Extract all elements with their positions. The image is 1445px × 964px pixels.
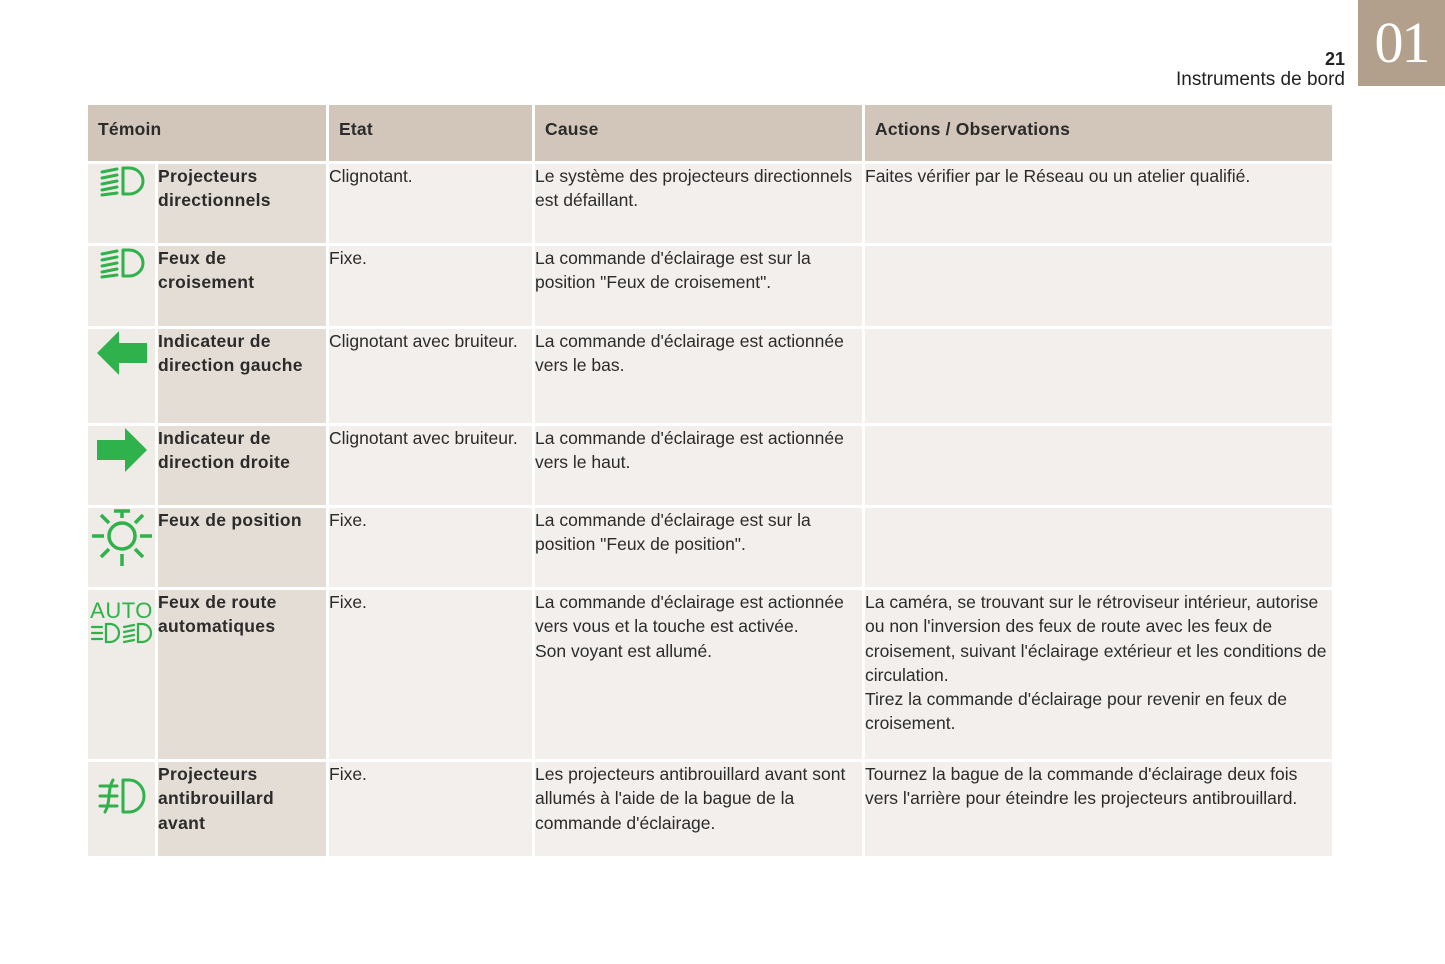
indicator-state: Clignotant avec bruiteur. [328, 425, 534, 507]
indicator-name: Projecteurs directionnels [157, 163, 328, 245]
indicator-action: Faites vérifier par le Réseau ou un atelier qualifié. [864, 163, 1334, 245]
indicator-state: Fixe. [328, 761, 534, 858]
indicator-state: Fixe. [328, 589, 534, 761]
indicator-action [864, 245, 1334, 328]
section-title: Instruments de bord [1176, 69, 1345, 90]
table-row [87, 425, 1334, 507]
indicator-action: Tournez la bague de la commande d'éclairage deux fois vers l'arrière pour éteindre les projecteurs antibrouillard. [864, 761, 1334, 858]
indicator-state: Clignotant. [328, 163, 534, 245]
indicator-action [864, 425, 1334, 507]
auto-high-beam-icon [88, 600, 155, 650]
indicator-cause: La commande d'éclairage est actionnée vers le bas. [534, 328, 864, 425]
table-header-row [87, 104, 1334, 163]
indicator-action [864, 507, 1334, 589]
page-number: 21 [1324, 49, 1345, 69]
indicator-cause: La commande d'éclairage est actionnée vers vous et la touche est activée. Son voyant est allumé. [534, 589, 864, 761]
table-row [87, 507, 1334, 589]
indicator-name: Indicateur de direction droite [157, 425, 328, 507]
high-and-dipped-beam-icon [90, 622, 154, 644]
indicator-cause: La commande d'éclairage est actionnée vers le haut. [534, 425, 864, 507]
indicator-action: La caméra, se trouvant sur le rétroviseur intérieur, autorise ou non l'inversion des feux de route avec les feux de croisement, suivant l'éclairage extérieur et les conditions de circulation. Tirez la commande d'éclairage pour revenir en feux de croisement. [864, 589, 1334, 761]
indicator-action [864, 328, 1334, 425]
front-fog-lamp-icon [97, 776, 147, 816]
table-row [87, 245, 1334, 328]
indicator-name: Projecteurs antibrouillard avant [157, 761, 328, 858]
auto-icon-label: AUTO [90, 598, 153, 623]
column-header-temoin: Témoin [87, 104, 328, 163]
indicator-table [85, 102, 1335, 859]
right-arrow-icon [95, 426, 149, 474]
indicator-name: Feux de croisement [157, 245, 328, 328]
table-row [87, 761, 1334, 858]
dipped-beam-icon [98, 164, 146, 198]
column-header-etat: Etat [328, 104, 534, 163]
table-row [87, 163, 1334, 245]
left-arrow-icon [95, 329, 149, 377]
indicator-cause: La commande d'éclairage est sur la position "Feux de position". [534, 507, 864, 589]
indicator-name: Feux de route automatiques [157, 589, 328, 761]
table-row [87, 328, 1334, 425]
column-header-cause: Cause [534, 104, 864, 163]
chapter-tab: 01 [1358, 0, 1445, 86]
indicator-cause: Les projecteurs antibrouillard avant sont allumés à l'aide de la bague de la commande d'éclairage. [534, 761, 864, 858]
sidelights-icon [90, 508, 154, 568]
indicator-name: Feux de position [157, 507, 328, 589]
column-header-actions: Actions / Observations [864, 104, 1334, 163]
indicator-cause: La commande d'éclairage est sur la position "Feux de croisement". [534, 245, 864, 328]
indicator-state: Fixe. [328, 507, 534, 589]
table-row [87, 589, 1334, 761]
indicator-state: Clignotant avec bruiteur. [328, 328, 534, 425]
indicator-state: Fixe. [328, 245, 534, 328]
indicator-cause: Le système des projecteurs directionnels est défaillant. [534, 163, 864, 245]
dipped-beam-icon [98, 246, 146, 280]
indicator-name: Indicateur de direction gauche [157, 328, 328, 425]
